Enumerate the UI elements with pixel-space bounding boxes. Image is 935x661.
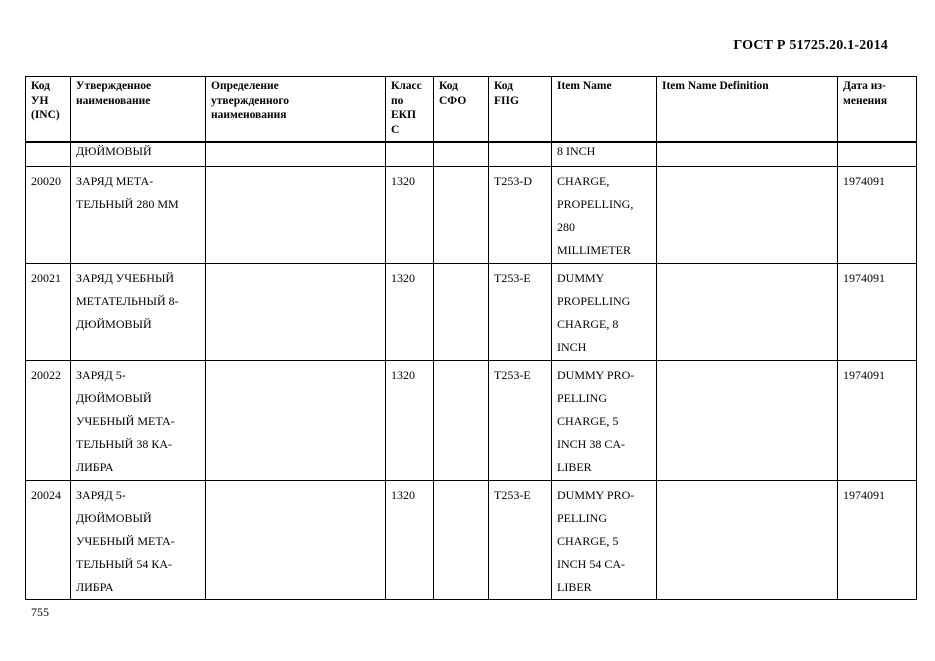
cell-item-definition [657, 142, 838, 167]
cell-item-name: DUMMY PRO- PELLING CHARGE, 5 INCH 54 CA- LIBER [552, 481, 657, 600]
page-number: 755 [31, 605, 49, 619]
cell-class: 1320 [386, 167, 434, 264]
cell-sfo [434, 264, 489, 361]
cell-approved-name: ЗАРЯД МЕТА- ТЕЛЬНЫЙ 280 ММ [71, 167, 206, 264]
cell-approved-name: ЗАРЯД 5- ДЮЙМОВЫЙ УЧЕБНЫЙ МЕТА- ТЕЛЬНЫЙ 54 КА- ЛИБРА [71, 481, 206, 600]
header-item-name-definition: Item Name Definition [657, 77, 838, 143]
table-row [26, 481, 917, 600]
cell-class: 1320 [386, 264, 434, 361]
table-row [26, 167, 917, 264]
header-definition: Определение утвержденного наименования [206, 77, 386, 143]
cell-definition [206, 167, 386, 264]
header-approved-name: Утвержденное наименование [71, 77, 206, 143]
cell-item-name: DUMMY PROPELLING CHARGE, 8 INCH [552, 264, 657, 361]
cell-approved-name: ЗАРЯД 5- ДЮЙМОВЫЙ УЧЕБНЫЙ МЕТА- ТЕЛЬНЫЙ 38 КА- ЛИБРА [71, 361, 206, 481]
cell-definition [206, 481, 386, 600]
cell-date [838, 142, 917, 167]
cell-date: 1974091 [838, 264, 917, 361]
cell-fiig: T253-E [489, 361, 552, 481]
cell-approved-name: ЗАРЯД УЧЕБНЫЙ МЕТАТЕЛЬНЫЙ 8- ДЮЙМОВЫЙ [71, 264, 206, 361]
cell-fiig: T253-D [489, 167, 552, 264]
cell-definition [206, 264, 386, 361]
table-header-row [26, 77, 917, 143]
table-row [26, 264, 917, 361]
cell-class [386, 142, 434, 167]
catalog-table [25, 76, 917, 600]
cell-fiig [489, 142, 552, 167]
cell-definition [206, 142, 386, 167]
cell-inc: 20022 [26, 361, 71, 481]
table-row [26, 361, 917, 481]
cell-sfo [434, 361, 489, 481]
cell-item-name: CHARGE, PROPELLING, 280 MILLIMETER [552, 167, 657, 264]
cell-item-definition [657, 361, 838, 481]
header-class: Класс по ЕКП С [386, 77, 434, 143]
cell-fiig: T253-E [489, 264, 552, 361]
cell-date: 1974091 [838, 481, 917, 600]
header-sfo: Код СФО [434, 77, 489, 143]
cell-fiig: T253-E [489, 481, 552, 600]
cell-inc: 20021 [26, 264, 71, 361]
table-row-continuation [26, 142, 917, 167]
cell-inc [26, 142, 71, 167]
cell-sfo [434, 481, 489, 600]
header-fiig: Код FIIG [489, 77, 552, 143]
cell-class: 1320 [386, 481, 434, 600]
cell-item-name: 8 INCH [552, 142, 657, 167]
cell-item-definition [657, 167, 838, 264]
cell-date: 1974091 [838, 361, 917, 481]
cell-inc: 20020 [26, 167, 71, 264]
document-code: ГОСТ Р 51725.20.1-2014 [733, 38, 888, 53]
cell-item-definition [657, 481, 838, 600]
header-inc: Код УН (INC) [26, 77, 71, 143]
cell-approved-name: ДЮЙМОВЫЙ [71, 142, 206, 167]
cell-class: 1320 [386, 361, 434, 481]
cell-sfo [434, 142, 489, 167]
header-date: Дата из- менения [838, 77, 917, 143]
cell-inc: 20024 [26, 481, 71, 600]
cell-date: 1974091 [838, 167, 917, 264]
cell-item-name: DUMMY PRO- PELLING CHARGE, 5 INCH 38 CA- LIBER [552, 361, 657, 481]
cell-item-definition [657, 264, 838, 361]
cell-definition [206, 361, 386, 481]
header-item-name: Item Name [552, 77, 657, 143]
cell-sfo [434, 167, 489, 264]
